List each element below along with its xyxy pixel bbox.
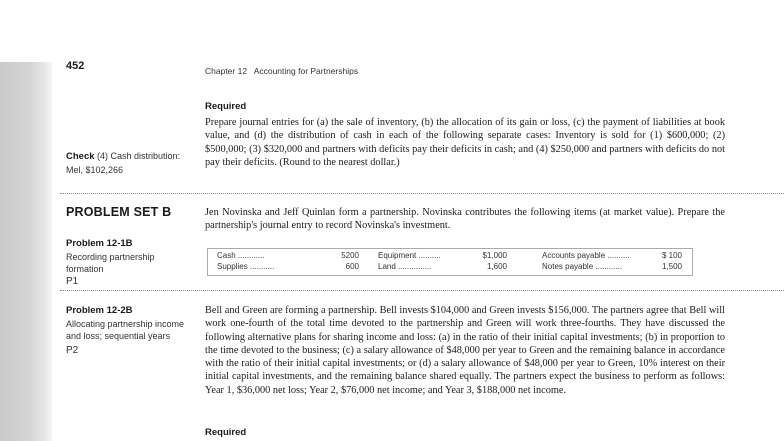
item-value: 1,600 (486, 262, 507, 271)
item-value: $ 100 (661, 251, 682, 260)
item-value: 1,500 (661, 262, 682, 271)
problem-2-sidebar (66, 304, 186, 357)
problem-2-topic: Allocating partnership income and loss; sequential years (66, 318, 185, 341)
problem-1-objective: P1 (66, 275, 79, 287)
problem-set-title: PROBLEM SET B (66, 205, 172, 219)
check-label: Check (66, 151, 95, 162)
chapter-title: Accounting for Partnerships (253, 66, 359, 76)
check-note (66, 150, 196, 176)
problem-2-label: Problem 12-2B (66, 305, 133, 316)
problem-2-objective: P2 (66, 344, 79, 356)
investment-items-col-1 (217, 251, 359, 273)
item-value: 5200 (341, 251, 359, 260)
top-required-text: Prepare journal entries for (a) the sale of inventory, (b) the allocation of its gain or loss, (c) the payment of liabilities at book value, and (d) the distribution of cash in each of the following separate cases: Inventory is sold for (1) $600,000; (2) $500,000; (3) $320,000 and partners with deficits pay their deficits in cash; and (4) $250,000 and partners with deficits do not pay their deficits. (Round to the nearest dollar.) (205, 117, 725, 168)
table-row (542, 262, 682, 273)
problem-2-text: Bell and Green are forming a partnership. Bell invests $104,000 and Green invests $156,000. The partners agree that Bell will work one-fourth of the total time devoted to the partnership and Green will work three-fourths. They have discussed the following alternative plans for sharing income and loss: (a) in the ratio of their initial capital investments; (b) in proportion to the time devoted to the business; (c) a salary allowance of $48,000 per year to Green and the remaining balance in accordance with the ratio of their initial capital investments; or (d) a salary allowance of $48,000 per year to Green, 10% interest on their initial capital investments, and the remaining balance shared equally. The partners expect the business to perform as follows: Year 1, $36,000 net loss; Year 2, $76,000 net income; and Year 3, $188,000 net income. (205, 305, 725, 396)
table-row (378, 262, 507, 273)
problem-1-sidebar (66, 237, 191, 288)
problem-1-topic: Recording partnership formation (66, 251, 155, 274)
problem-1-text: Jen Novinska and Jeff Quinlan form a partnership. Novinska contributes the following items (at market value). Prepare the partnership's journal entry to record Novinska's investment. (205, 207, 725, 232)
scan-page-edge (0, 62, 52, 441)
required-heading: Required (205, 101, 247, 112)
item-value: 600 (345, 262, 359, 271)
problem-2-required-heading: Required (205, 427, 247, 438)
item-value: $1,000 (482, 251, 507, 260)
page-number: 452 (66, 60, 85, 72)
table-row (217, 262, 359, 273)
investment-items-col-2 (378, 251, 507, 273)
chapter-header (205, 66, 358, 76)
investment-items-col-3 (542, 251, 682, 273)
table-row (217, 251, 359, 262)
item-name: Equipment .......... (378, 251, 441, 260)
table-row (378, 251, 507, 262)
item-name: Accounts payable .......... (542, 251, 630, 260)
problem-1-label: Problem 12-1B (66, 238, 133, 249)
item-name: Cash ............ (217, 251, 265, 260)
item-name: Notes payable ............ (542, 262, 623, 271)
table-row (542, 251, 682, 262)
section-divider (60, 193, 784, 194)
check-text: (4) Cash distribution: Mel, $102,266 (66, 151, 181, 175)
item-name: Supplies ........... (217, 262, 275, 271)
item-name: Land ............... (378, 262, 432, 271)
problem-divider (60, 290, 784, 291)
chapter-number: Chapter 12 (205, 66, 248, 76)
